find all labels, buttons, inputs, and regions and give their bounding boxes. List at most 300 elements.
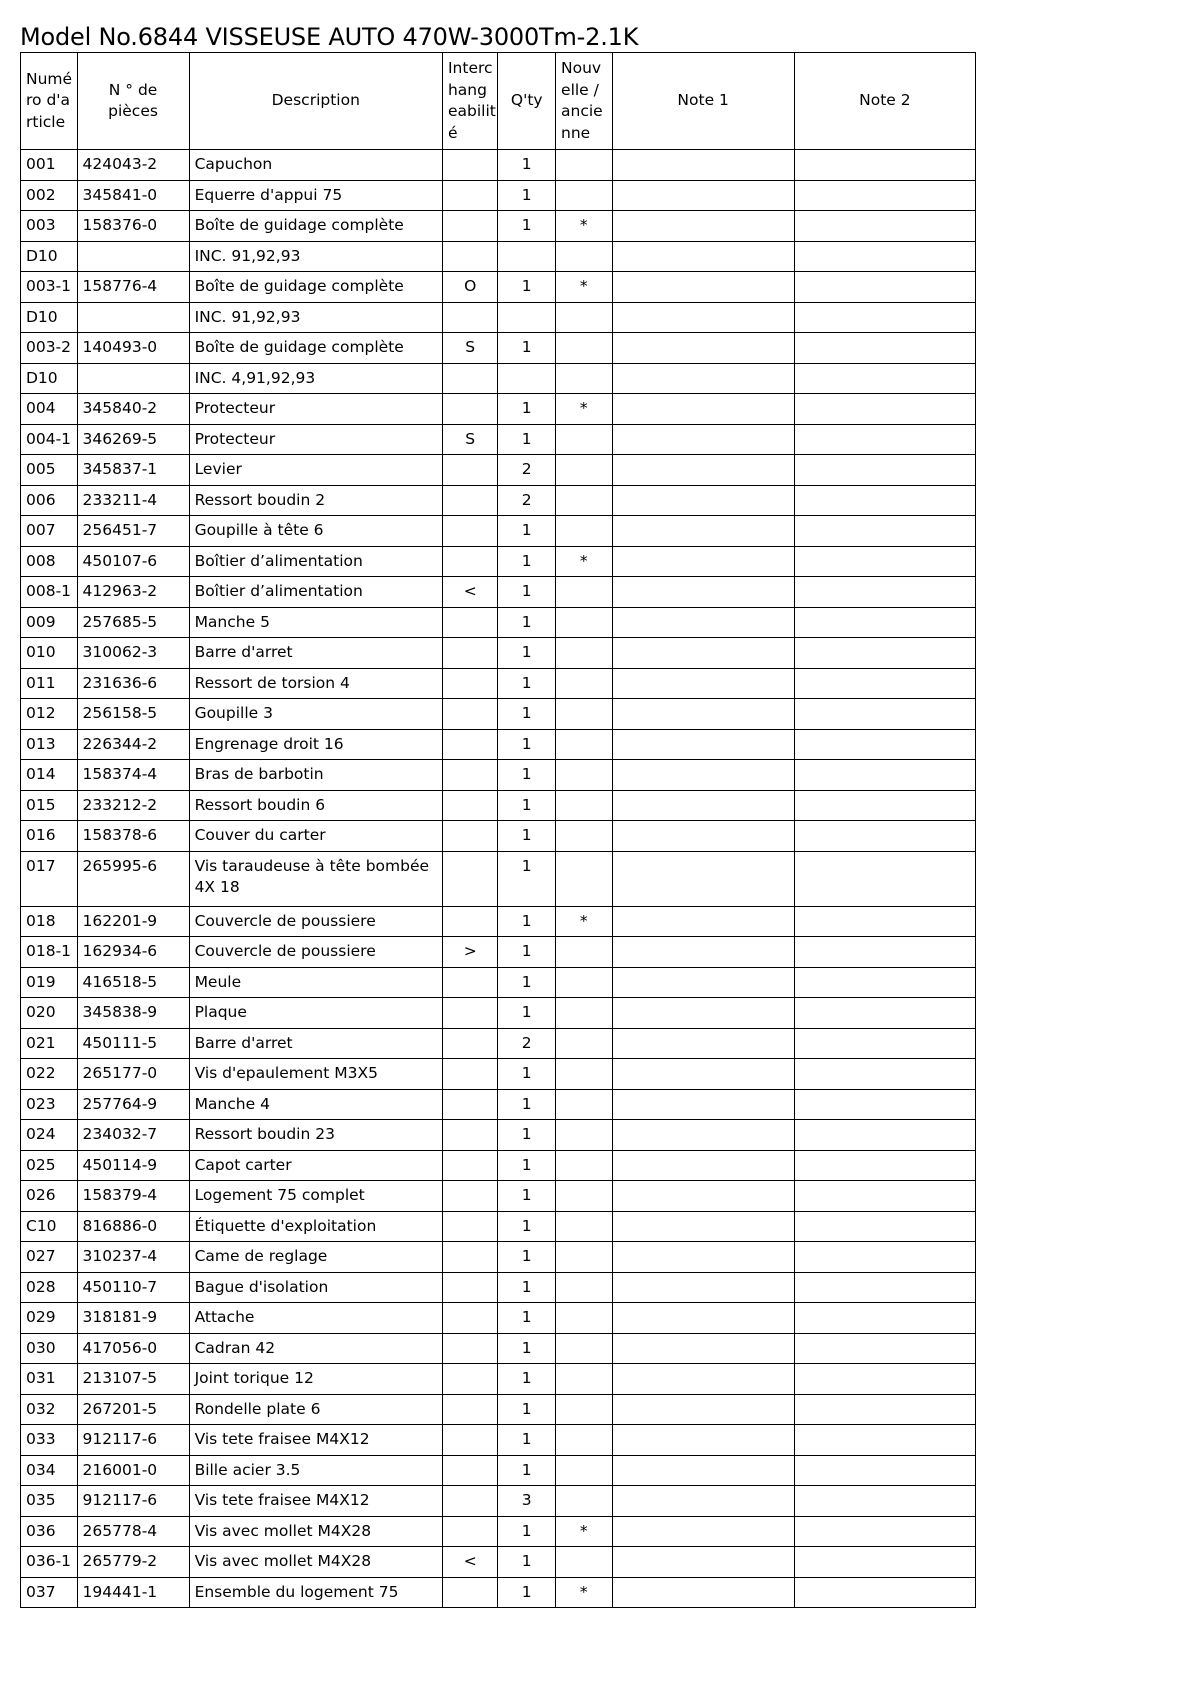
cell-note-2	[794, 1333, 975, 1364]
cell-description: Barre d'arret	[189, 638, 442, 669]
cell-quantity: 1	[498, 998, 556, 1029]
cell-description: Goupille 3	[189, 699, 442, 730]
table-row	[21, 821, 976, 852]
cell-new-old	[556, 1455, 613, 1486]
cell-quantity: 1	[498, 937, 556, 968]
table-row	[21, 1059, 976, 1090]
table-row	[21, 1425, 976, 1456]
cell-note-1	[612, 1455, 794, 1486]
cell-note-1	[612, 1150, 794, 1181]
table-row	[21, 424, 976, 455]
cell-item-number: 006	[21, 485, 78, 516]
cell-note-2	[794, 1547, 975, 1578]
cell-interchangeability	[442, 967, 497, 998]
cell-quantity: 1	[498, 699, 556, 730]
cell-description: Couvercle de poussiere	[189, 937, 442, 968]
cell-quantity: 1	[498, 150, 556, 181]
cell-new-old	[556, 455, 613, 486]
cell-description: Came de reglage	[189, 1242, 442, 1273]
cell-part-number: 346269-5	[77, 424, 189, 455]
cell-interchangeability	[442, 760, 497, 791]
cell-interchangeability	[442, 363, 497, 394]
cell-part-number: 310062-3	[77, 638, 189, 669]
cell-new-old	[556, 150, 613, 181]
cell-item-number: 021	[21, 1028, 78, 1059]
table-row	[21, 937, 976, 968]
cell-quantity: 1	[498, 211, 556, 242]
cell-note-1	[612, 333, 794, 364]
cell-quantity: 1	[498, 1455, 556, 1486]
cell-item-number: 013	[21, 729, 78, 760]
cell-interchangeability	[442, 906, 497, 937]
cell-item-number: 036-1	[21, 1547, 78, 1578]
cell-description: Barre d'arret	[189, 1028, 442, 1059]
table-row	[21, 790, 976, 821]
cell-note-2	[794, 241, 975, 272]
cell-interchangeability	[442, 668, 497, 699]
cell-new-old	[556, 424, 613, 455]
cell-new-old	[556, 760, 613, 791]
cell-interchangeability	[442, 1028, 497, 1059]
cell-quantity: 1	[498, 424, 556, 455]
cell-description: Boîte de guidage complète	[189, 272, 442, 303]
table-row	[21, 363, 976, 394]
cell-description: Vis tete fraisee M4X12	[189, 1486, 442, 1517]
cell-note-2	[794, 937, 975, 968]
cell-note-2	[794, 668, 975, 699]
header-row	[21, 53, 976, 150]
table-row	[21, 1394, 976, 1425]
cell-note-1	[612, 363, 794, 394]
cell-new-old	[556, 967, 613, 998]
cell-item-number: 019	[21, 967, 78, 998]
table-row	[21, 1211, 976, 1242]
table-row	[21, 607, 976, 638]
cell-interchangeability	[442, 851, 497, 906]
cell-note-1	[612, 1181, 794, 1212]
cell-part-number: 345837-1	[77, 455, 189, 486]
cell-part-number: 140493-0	[77, 333, 189, 364]
cell-new-old	[556, 607, 613, 638]
cell-part-number: 233211-4	[77, 485, 189, 516]
cell-part-number: 265778-4	[77, 1516, 189, 1547]
cell-note-1	[612, 394, 794, 425]
table-row	[21, 729, 976, 760]
cell-quantity: 1	[498, 607, 556, 638]
cell-item-number: 032	[21, 1394, 78, 1425]
cell-description: INC. 91,92,93	[189, 302, 442, 333]
cell-note-2	[794, 1455, 975, 1486]
cell-description: Capot carter	[189, 1150, 442, 1181]
cell-part-number: 162201-9	[77, 906, 189, 937]
table-row	[21, 272, 976, 303]
cell-interchangeability	[442, 241, 497, 272]
cell-note-2	[794, 638, 975, 669]
cell-item-number: 007	[21, 516, 78, 547]
cell-note-2	[794, 516, 975, 547]
cell-item-number: 037	[21, 1577, 78, 1608]
table-row	[21, 302, 976, 333]
cell-new-old	[556, 577, 613, 608]
cell-new-old	[556, 1364, 613, 1395]
cell-item-number: 017	[21, 851, 78, 906]
table-header	[21, 53, 976, 150]
table-row	[21, 241, 976, 272]
cell-note-2	[794, 760, 975, 791]
cell-item-number: 030	[21, 1333, 78, 1364]
cell-description: Meule	[189, 967, 442, 998]
cell-part-number: 158379-4	[77, 1181, 189, 1212]
cell-quantity: 1	[498, 760, 556, 791]
cell-item-number: D10	[21, 363, 78, 394]
cell-item-number: 036	[21, 1516, 78, 1547]
cell-note-1	[612, 1547, 794, 1578]
cell-quantity: 1	[498, 1059, 556, 1090]
cell-quantity: 1	[498, 851, 556, 906]
cell-interchangeability	[442, 998, 497, 1029]
cell-note-2	[794, 1394, 975, 1425]
cell-part-number: 226344-2	[77, 729, 189, 760]
cell-new-old	[556, 1242, 613, 1273]
table-row	[21, 668, 976, 699]
table-row	[21, 851, 976, 906]
col-header-note-2: Note 2	[794, 53, 975, 150]
cell-new-old	[556, 1303, 613, 1334]
cell-quantity: 1	[498, 1425, 556, 1456]
cell-item-number: 010	[21, 638, 78, 669]
cell-interchangeability	[442, 211, 497, 242]
cell-note-1	[612, 1028, 794, 1059]
cell-part-number: 310237-4	[77, 1242, 189, 1273]
cell-description: INC. 4,91,92,93	[189, 363, 442, 394]
table-row	[21, 333, 976, 364]
cell-interchangeability	[442, 516, 497, 547]
cell-new-old	[556, 1089, 613, 1120]
table-row	[21, 699, 976, 730]
table-row	[21, 577, 976, 608]
table-row	[21, 1303, 976, 1334]
cell-new-old	[556, 1059, 613, 1090]
cell-note-1	[612, 1364, 794, 1395]
cell-note-1	[612, 1059, 794, 1090]
cell-description: Rondelle plate 6	[189, 1394, 442, 1425]
cell-note-2	[794, 272, 975, 303]
cell-item-number: C10	[21, 1211, 78, 1242]
cell-part-number	[77, 363, 189, 394]
cell-description: Ressort de torsion 4	[189, 668, 442, 699]
cell-item-number: 031	[21, 1364, 78, 1395]
cell-quantity: 3	[498, 1486, 556, 1517]
cell-note-2	[794, 1181, 975, 1212]
cell-description: Boîte de guidage complète	[189, 333, 442, 364]
cell-quantity: 1	[498, 1577, 556, 1608]
cell-interchangeability	[442, 180, 497, 211]
cell-note-2	[794, 150, 975, 181]
cell-interchangeability: S	[442, 424, 497, 455]
cell-interchangeability	[442, 302, 497, 333]
table-row	[21, 150, 976, 181]
cell-note-1	[612, 1516, 794, 1547]
cell-interchangeability	[442, 1150, 497, 1181]
table-row	[21, 1120, 976, 1151]
cell-part-number: 450114-9	[77, 1150, 189, 1181]
col-header-new-old: Nouv elle / ancie nne	[556, 53, 613, 150]
cell-new-old	[556, 1425, 613, 1456]
cell-description: Protecteur	[189, 424, 442, 455]
table-row	[21, 1150, 976, 1181]
cell-note-1	[612, 1425, 794, 1456]
cell-new-old: *	[556, 906, 613, 937]
cell-item-number: 005	[21, 455, 78, 486]
cell-item-number: 020	[21, 998, 78, 1029]
cell-note-2	[794, 455, 975, 486]
cell-quantity: 1	[498, 394, 556, 425]
cell-note-2	[794, 1150, 975, 1181]
cell-interchangeability	[442, 1364, 497, 1395]
cell-interchangeability	[442, 1394, 497, 1425]
cell-note-2	[794, 394, 975, 425]
cell-new-old	[556, 1150, 613, 1181]
cell-new-old	[556, 1211, 613, 1242]
cell-description: Logement 75 complet	[189, 1181, 442, 1212]
cell-description: Equerre d'appui 75	[189, 180, 442, 211]
cell-quantity: 1	[498, 1394, 556, 1425]
cell-part-number: 450110-7	[77, 1272, 189, 1303]
cell-description: Protecteur	[189, 394, 442, 425]
cell-item-number: 018-1	[21, 937, 78, 968]
table-row	[21, 394, 976, 425]
cell-part-number: 412963-2	[77, 577, 189, 608]
cell-new-old: *	[556, 1577, 613, 1608]
cell-quantity: 2	[498, 455, 556, 486]
cell-quantity: 1	[498, 1272, 556, 1303]
table-row	[21, 760, 976, 791]
col-header-note-1: Note 1	[612, 53, 794, 150]
cell-note-1	[612, 485, 794, 516]
cell-item-number: 034	[21, 1455, 78, 1486]
cell-interchangeability	[442, 699, 497, 730]
cell-part-number: 417056-0	[77, 1333, 189, 1364]
cell-quantity: 2	[498, 1028, 556, 1059]
table-row	[21, 211, 976, 242]
cell-item-number: 023	[21, 1089, 78, 1120]
cell-interchangeability	[442, 1211, 497, 1242]
cell-note-1	[612, 821, 794, 852]
cell-quantity: 1	[498, 906, 556, 937]
table-row	[21, 516, 976, 547]
cell-new-old	[556, 1028, 613, 1059]
cell-note-2	[794, 906, 975, 937]
table-row	[21, 906, 976, 937]
cell-note-1	[612, 546, 794, 577]
cell-quantity: 1	[498, 1150, 556, 1181]
cell-part-number: 816886-0	[77, 1211, 189, 1242]
table-row	[21, 1242, 976, 1273]
cell-note-1	[612, 1272, 794, 1303]
cell-new-old	[556, 516, 613, 547]
cell-interchangeability	[442, 1577, 497, 1608]
cell-quantity: 1	[498, 1303, 556, 1334]
cell-note-1	[612, 455, 794, 486]
cell-new-old	[556, 1181, 613, 1212]
table-row	[21, 1089, 976, 1120]
cell-note-2	[794, 607, 975, 638]
cell-description: Bague d'isolation	[189, 1272, 442, 1303]
cell-item-number: 024	[21, 1120, 78, 1151]
cell-quantity: 1	[498, 1364, 556, 1395]
cell-item-number: 003-2	[21, 333, 78, 364]
cell-part-number: 424043-2	[77, 150, 189, 181]
cell-note-1	[612, 180, 794, 211]
cell-new-old: *	[556, 211, 613, 242]
cell-item-number: 026	[21, 1181, 78, 1212]
cell-note-1	[612, 851, 794, 906]
table-row	[21, 180, 976, 211]
cell-quantity: 2	[498, 485, 556, 516]
cell-note-2	[794, 211, 975, 242]
cell-item-number: 003-1	[21, 272, 78, 303]
cell-quantity: 1	[498, 1181, 556, 1212]
cell-item-number: 011	[21, 668, 78, 699]
cell-quantity: 1	[498, 821, 556, 852]
cell-description: Manche 5	[189, 607, 442, 638]
cell-interchangeability	[442, 638, 497, 669]
cell-note-1	[612, 211, 794, 242]
cell-note-2	[794, 851, 975, 906]
cell-interchangeability	[442, 1333, 497, 1364]
cell-item-number: 002	[21, 180, 78, 211]
cell-note-1	[612, 937, 794, 968]
cell-quantity: 1	[498, 668, 556, 699]
cell-quantity: 1	[498, 1547, 556, 1578]
cell-note-2	[794, 302, 975, 333]
cell-interchangeability	[442, 455, 497, 486]
cell-note-1	[612, 272, 794, 303]
cell-note-1	[612, 1120, 794, 1151]
cell-note-1	[612, 668, 794, 699]
cell-new-old: *	[556, 1516, 613, 1547]
cell-note-2	[794, 546, 975, 577]
cell-new-old	[556, 638, 613, 669]
cell-interchangeability	[442, 729, 497, 760]
cell-interchangeability: S	[442, 333, 497, 364]
cell-interchangeability	[442, 1059, 497, 1090]
cell-part-number: 318181-9	[77, 1303, 189, 1334]
cell-new-old	[556, 485, 613, 516]
cell-quantity	[498, 302, 556, 333]
cell-description: Boîtier d’alimentation	[189, 546, 442, 577]
cell-part-number	[77, 241, 189, 272]
cell-note-1	[612, 967, 794, 998]
cell-part-number: 265177-0	[77, 1059, 189, 1090]
col-header-item-number: Numé ro d'a rticle	[21, 53, 78, 150]
cell-part-number: 267201-5	[77, 1394, 189, 1425]
cell-description: Ressort boudin 2	[189, 485, 442, 516]
cell-quantity	[498, 363, 556, 394]
cell-interchangeability: O	[442, 272, 497, 303]
cell-note-1	[612, 1394, 794, 1425]
cell-note-2	[794, 1516, 975, 1547]
cell-part-number: 234032-7	[77, 1120, 189, 1151]
cell-new-old	[556, 851, 613, 906]
cell-new-old	[556, 699, 613, 730]
cell-description: Capuchon	[189, 150, 442, 181]
cell-quantity: 1	[498, 1120, 556, 1151]
cell-note-1	[612, 1333, 794, 1364]
cell-new-old: *	[556, 546, 613, 577]
cell-item-number: 018	[21, 906, 78, 937]
cell-item-number: 025	[21, 1150, 78, 1181]
cell-part-number: 450111-5	[77, 1028, 189, 1059]
cell-item-number: 008	[21, 546, 78, 577]
cell-description: Couvercle de poussiere	[189, 906, 442, 937]
cell-part-number: 265995-6	[77, 851, 189, 906]
cell-note-1	[612, 760, 794, 791]
cell-item-number: 001	[21, 150, 78, 181]
cell-note-1	[612, 729, 794, 760]
cell-item-number: 008-1	[21, 577, 78, 608]
cell-interchangeability: <	[442, 1547, 497, 1578]
cell-new-old	[556, 1333, 613, 1364]
cell-note-2	[794, 821, 975, 852]
cell-interchangeability	[442, 546, 497, 577]
cell-quantity: 1	[498, 180, 556, 211]
cell-interchangeability	[442, 821, 497, 852]
cell-note-1	[612, 424, 794, 455]
cell-interchangeability	[442, 1455, 497, 1486]
cell-part-number: 265779-2	[77, 1547, 189, 1578]
cell-interchangeability	[442, 1242, 497, 1273]
cell-part-number: 912117-6	[77, 1486, 189, 1517]
cell-note-2	[794, 967, 975, 998]
cell-description: Attache	[189, 1303, 442, 1334]
cell-new-old	[556, 821, 613, 852]
cell-part-number: 345838-9	[77, 998, 189, 1029]
cell-new-old	[556, 668, 613, 699]
cell-interchangeability	[442, 1120, 497, 1151]
cell-part-number: 256158-5	[77, 699, 189, 730]
cell-note-2	[794, 1303, 975, 1334]
table-row	[21, 1272, 976, 1303]
cell-description: Boîte de guidage complète	[189, 211, 442, 242]
cell-note-2	[794, 729, 975, 760]
cell-note-2	[794, 790, 975, 821]
cell-item-number: 027	[21, 1242, 78, 1273]
cell-item-number: 004	[21, 394, 78, 425]
cell-part-number: 162934-6	[77, 937, 189, 968]
cell-note-2	[794, 1211, 975, 1242]
cell-new-old: *	[556, 394, 613, 425]
cell-new-old	[556, 1272, 613, 1303]
cell-part-number: 912117-6	[77, 1425, 189, 1456]
cell-note-1	[612, 302, 794, 333]
cell-quantity: 1	[498, 729, 556, 760]
cell-description: Vis tete fraisee M4X12	[189, 1425, 442, 1456]
cell-note-2	[794, 363, 975, 394]
cell-part-number: 216001-0	[77, 1455, 189, 1486]
cell-item-number: 028	[21, 1272, 78, 1303]
cell-part-number: 231636-6	[77, 668, 189, 699]
col-header-description: Description	[189, 53, 442, 150]
cell-note-2	[794, 1425, 975, 1456]
cell-note-1	[612, 1211, 794, 1242]
cell-quantity: 1	[498, 1089, 556, 1120]
table-row	[21, 1333, 976, 1364]
cell-new-old	[556, 363, 613, 394]
table-row	[21, 1181, 976, 1212]
cell-description: Joint torique 12	[189, 1364, 442, 1395]
cell-note-1	[612, 607, 794, 638]
